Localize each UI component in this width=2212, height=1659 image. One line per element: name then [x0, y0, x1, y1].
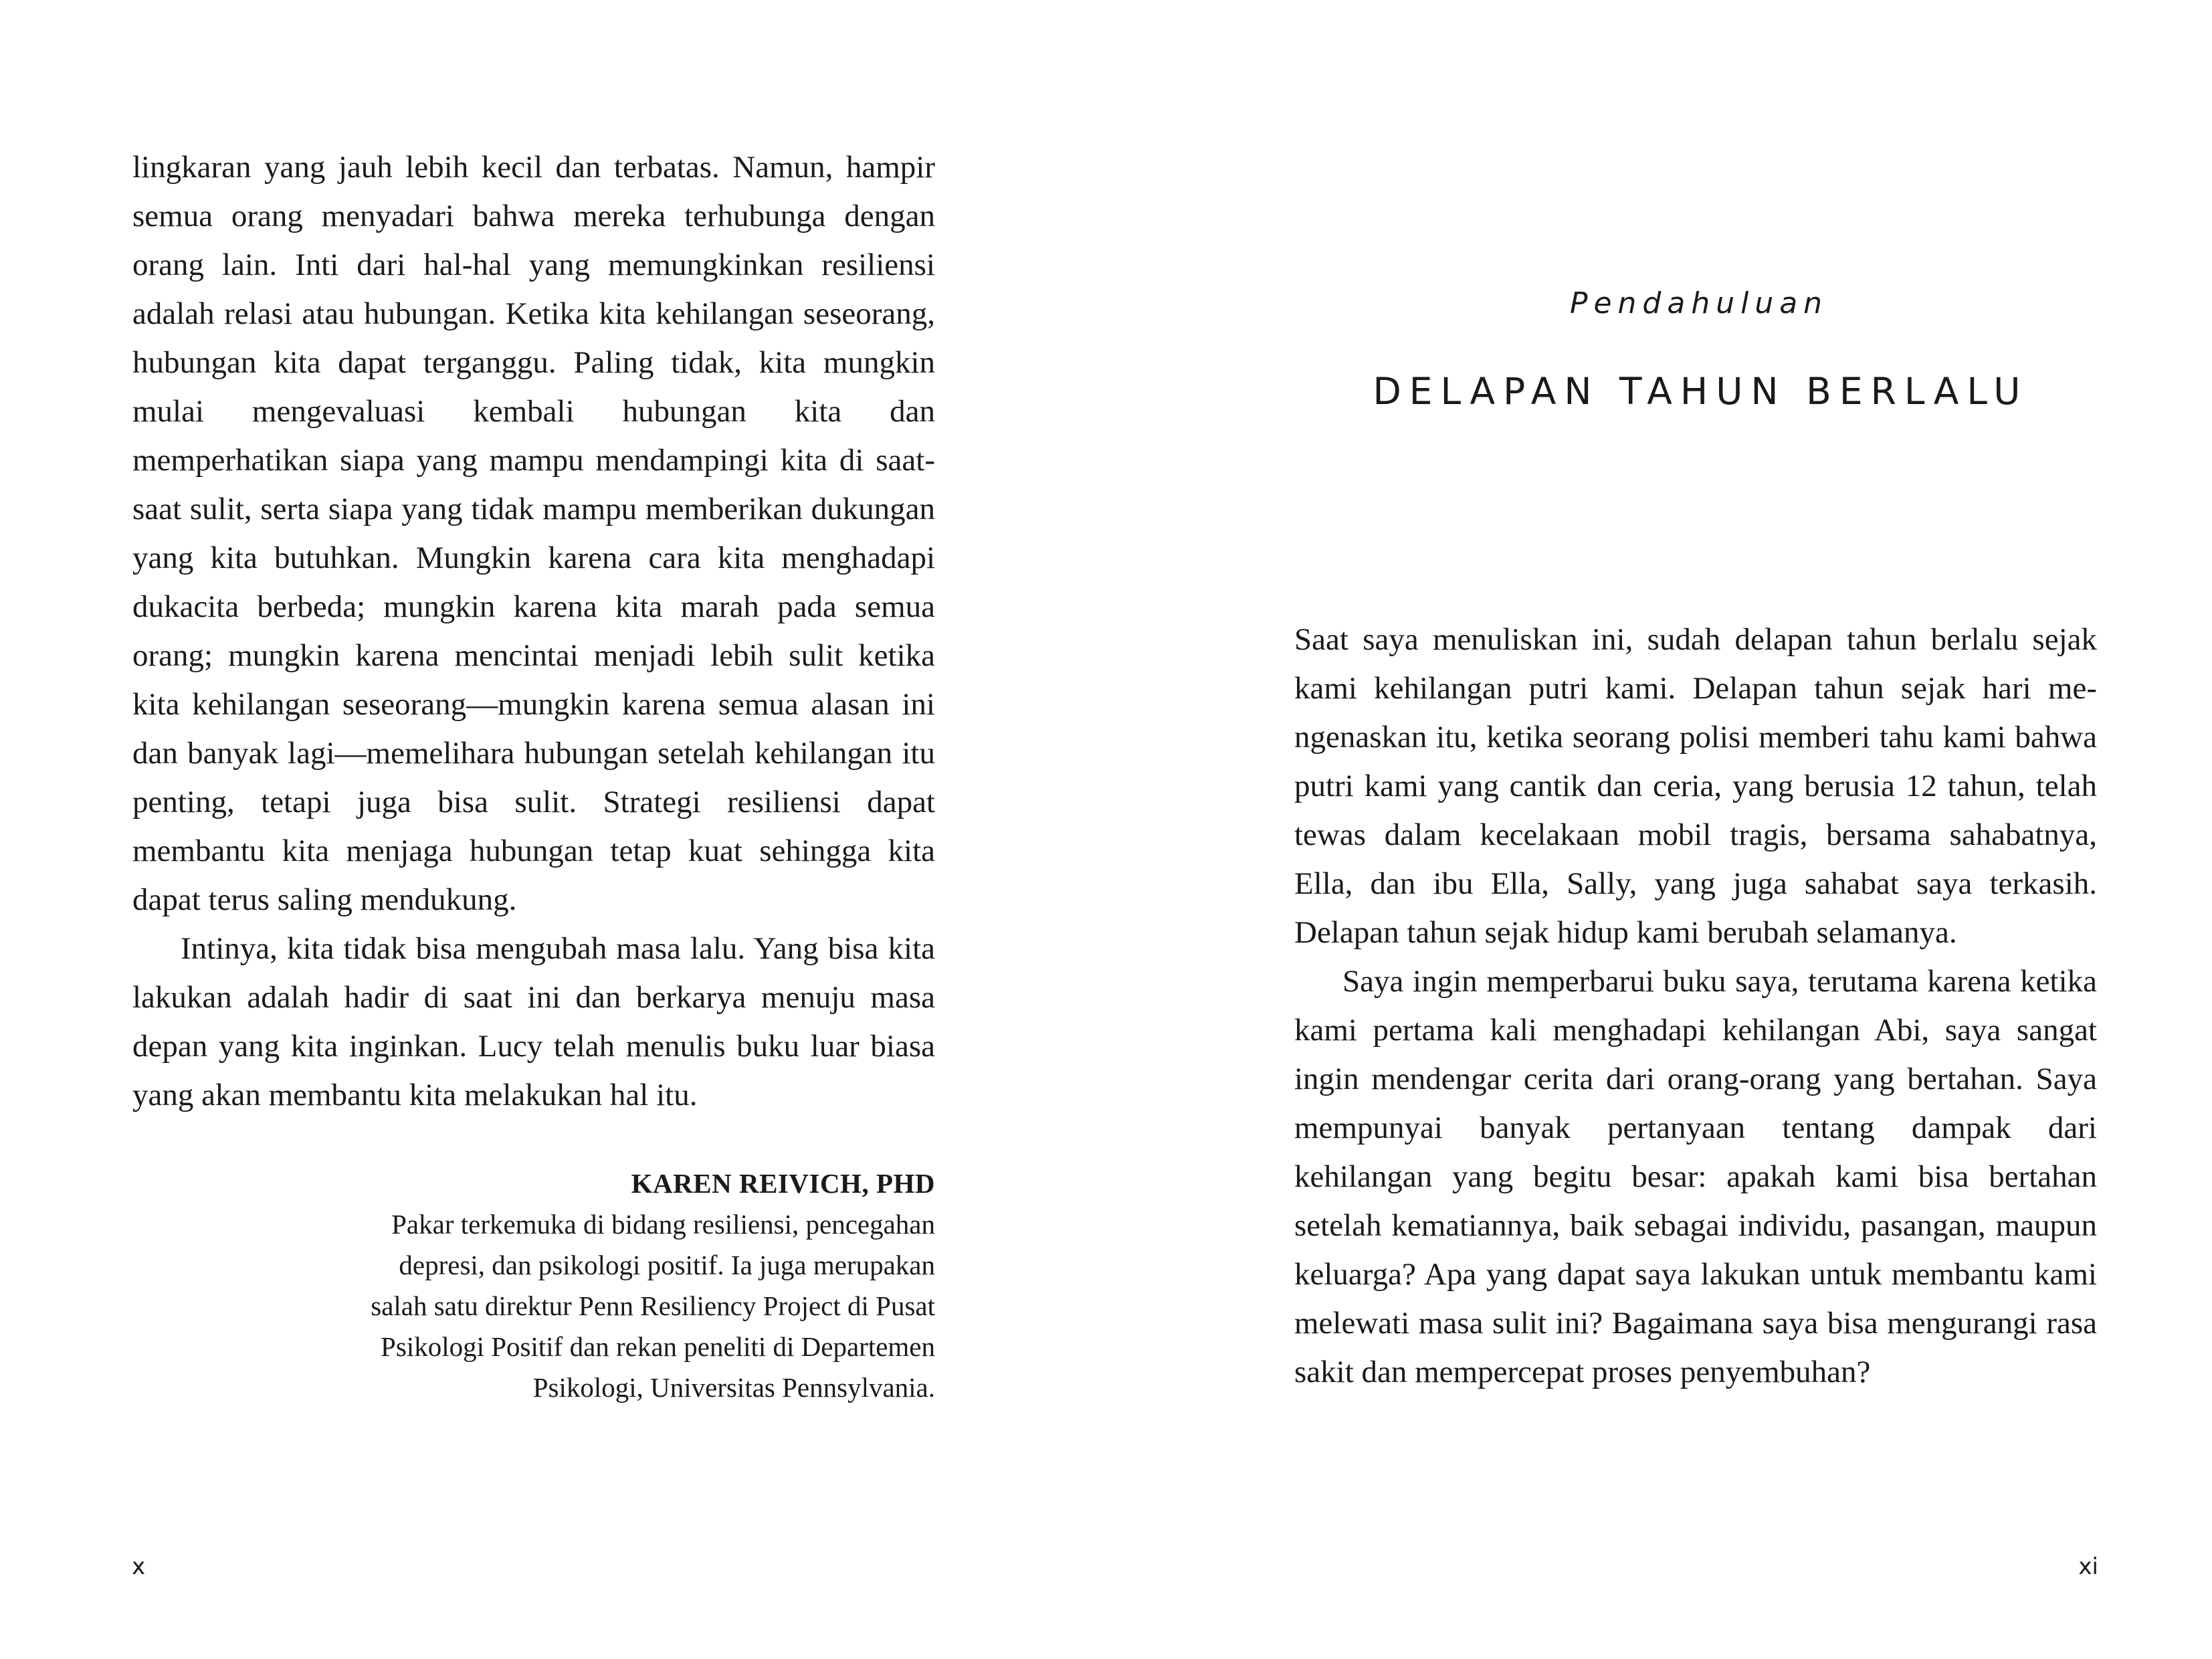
right-page [1106, 0, 2212, 1659]
author-description [132, 1204, 935, 1408]
right-paragraph-1: Saat saya menuliskan ini, sudah delapan tahun berlalu sejak kami kehilangan putri kami. Delapan tahun sejak hari mengenaskan itu, ketika seorang polisi memberi tahu kami bahwa putri kami yang cantik dan ceria, yang berusia 12 tahun, telah tewas dalam kecelakaan mobil tragis, bersama sahabatnya, Ella, dan ibu Ella, Sally, yang juga sahabat saya terkasih. Delapan tahun sejak hidup kami berubah selamanya. [1294, 622, 2097, 950]
left-paragraph-1: lingkaran yang jauh lebih kecil dan terbatas. Namun, hampir semua orang menyadari bahwa mereka terhubunga dengan orang lain. Inti dari hal-hal yang memungkinkan resiliensi adalah relasi atau hubungan. Ketika kita kehilangan seseorang, hubungan kita dapat terganggu. Paling tidak, kita mungkin mulai mengevaluasi kembali hubungan kita dan memperhatikan siapa yang mampu mendampingi kita di saat-saat sulit, serta siapa yang tidak mampu memberikan dukungan yang kita butuhkan. Mungkin karena cara kita menghadapi dukacita berbeda; mungkin karena kita marah pada semua orang; mungkin karena mencintai menjadi lebih sulit ketika kita kehilangan seseorang—mungkin karena semua alasan ini dan banyak lagi—memelihara hubungan setelah kehilangan itu penting, tetapi juga bisa sulit. Strategi resiliensi dapat membantu kita menjaga hubungan tetap kuat sehingga kita dapat terus saling mendukung. [132, 150, 935, 917]
right-paragraph-2: Saya ingin memperbarui buku saya, terutama karena ketika kami pertama kali menghadapi kehilangan Abi, saya sangat ingin mendengar cerita dari orang-orang yang bertahan. Saya mempunyai banyak pertanyaan tentang dampak dari kehilangan yang begitu besar: apakah kami bisa bertahan setelah kematiannya, baik sebagai individu, pasangan, maupun keluarga? Apa yang dapat saya lakukan untuk membantu kami melewati masa sulit ini? Bagaimana saya bisa mengurangi rasa sakit dan mempercepat proses penyembuhan? [1294, 964, 2097, 1389]
right-page-body [1294, 615, 2097, 1397]
left-paragraph-2: Intinya, kita tidak bisa mengubah masa lalu. Yang bisa kita lakukan adalah hadir di saat ini dan berkarya menuju masa depan yang kita inginkan. Lucy telah menulis buku luar biasa yang akan membantu kita melakukan hal itu. [132, 931, 935, 1112]
page-number-left: x [132, 1553, 146, 1580]
page-number-right: xi [2078, 1553, 2098, 1580]
author-description-line: Psikologi Positif dan rekan peneliti di Departemen [381, 1331, 935, 1362]
author-description-line: Psikologi, Universitas Pennsylvania. [532, 1372, 935, 1403]
author-description-line: depresi, dan psikologi positif. Ia juga merupakan [399, 1250, 935, 1280]
chapter-label: Pendahuluan [1569, 286, 1829, 320]
left-page-body [132, 143, 935, 1120]
chapter-title: DELAPAN TAHUN BERLALU [1373, 370, 2029, 413]
author-name: KAREN REIVICH, PHD [631, 1168, 935, 1199]
foreword-signature [132, 1163, 935, 1408]
author-description-line: Pakar terkemuka di bidang resiliensi, pencegahan [391, 1209, 935, 1240]
author-description-line: salah satu direktur Penn Resiliency Project di Pusat [371, 1290, 935, 1321]
